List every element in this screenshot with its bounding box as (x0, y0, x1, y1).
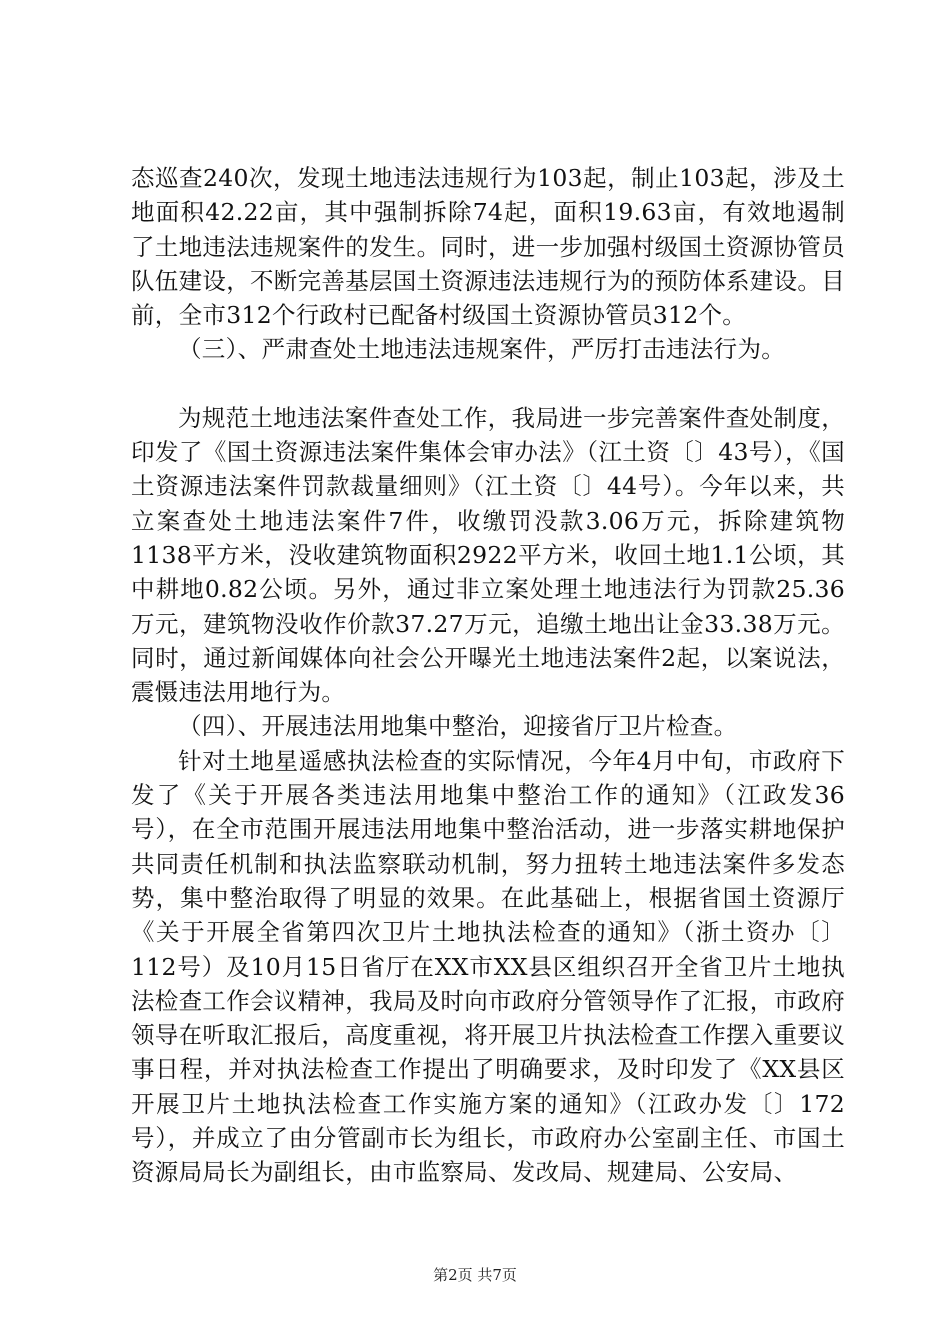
section-heading-3: （三）、严肃查处土地违法违规案件，严厉打击违法行为。 (178, 335, 786, 364)
blank-line (131, 367, 845, 401)
section-heading-4: （四）、开展违法用地集中整治，迎接省厅卫片检查。 (178, 712, 738, 741)
paragraph-continuation: 态巡查240次，发现土地违法违规行为103起，制止103起，涉及土地面积42.22亩，其中强制拆除74起，面积19.63亩，有效地遏制了土地违法违规案件的发生。同时，进一步加强村级国土资源协管员队伍建设，不断完善基层国土资源违法违规行为的预防体系建设。目前，全市312个行政村已配备村级国土资源协管员312个。 (131, 164, 845, 330)
document-body (131, 161, 845, 1190)
paragraph-case-handling: 为规范土地违法案件查处工作，我局进一步完善案件查处制度，印发了《国土资源违法案件集体会审办法》（江土资〔〕43号），《国土资源违法案件罚款裁量细则》（江土资〔〕44号）。今年以来，共立案查处土地违法案件7件，收缴罚没款3.06万元，拆除建筑物1138平方米，没收建筑物面积2922平方米，收回土地1.1公顷，其中耕地0.82公顷。另外，通过非立案处理土地违法行为罚款25.36万元，建筑物没收作价款37.27万元，追缴土地出让金33.38万元。同时，通过新闻媒体向社会公开曝光土地违法案件2起，以案说法，震慑违法用地行为。 (131, 403, 845, 707)
paragraph-rectification: 针对土地星遥感执法检查的实际情况，今年4月中旬，市政府下发了《关于开展各类违法用地集中整治工作的通知》（江政发36号），在全市范围开展违法用地集中整治活动，进一步落实耕地保护共同责任机制和执法监察联动机制，努力扭转土地违法案件多发态势，集中整治取得了明显的效果。在此基础上，根据省国土资源厅《关于开展全省第四次卫片土地执法检查的通知》（浙土资办〔〕112号）及10月15日省厅在XX市XX县区组织召开全省卫片土地执法检查工作会议精神，我局及时向市政府分管领导作了汇报，市政府领导在听取汇报后，高度重视，将开展卫片执法检查工作摆入重要议事日程，并对执法检查工作提出了明确要求，及时印发了《XX县区开展卫片土地执法检查工作实施方案的通知》（江政办发〔〕172号），并成立了由分管副市长为组长，市政府办公室副主任、市国土资源局局长为副组长，由市监察局、发改局、规建局、公安局、 (131, 746, 845, 1187)
page-number-footer: 第2页 共7页 (433, 1266, 517, 1284)
